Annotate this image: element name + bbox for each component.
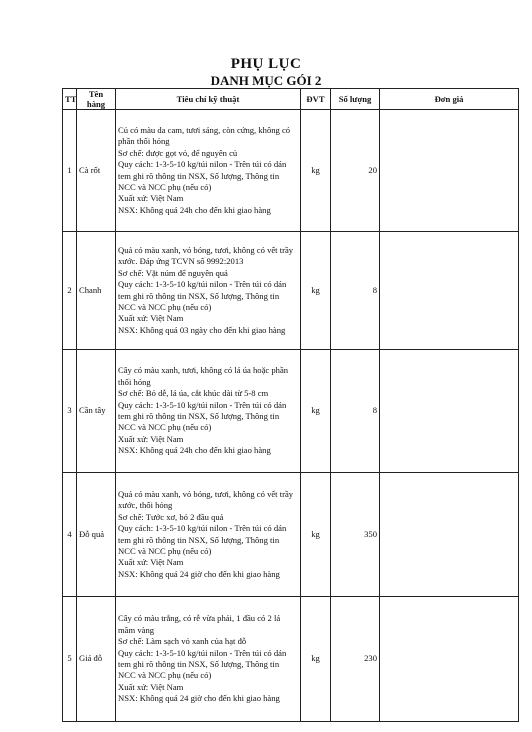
item-name: Chanh (77, 232, 116, 350)
row-number: 4 (63, 473, 77, 597)
goods-table (62, 88, 519, 722)
spec-line: Sơ chế: Bỏ dễ, lá úa, cắt khúc dài từ 5-8 cm (118, 388, 269, 399)
item-spec (116, 110, 301, 232)
row-number: 3 (63, 350, 77, 473)
document-title: PHỤ LỤC (230, 56, 302, 72)
item-spec (116, 350, 301, 473)
item-price (380, 597, 519, 722)
item-quantity: 20 (331, 110, 380, 232)
spec-line: Quy cách: 1-3-5-10 kg/túi nilon - Trên túi có dán tem ghi rõ thông tin NSX, Số lượng, Thông tin NCC và NCC phụ (nếu có) (118, 279, 287, 312)
item-unit: kg (301, 597, 331, 722)
header-price: Đơn giá (380, 89, 519, 110)
spec-line: NSX: Không quá 24h cho đến khi giao hàng (118, 445, 271, 456)
spec-line: NSX: Không quá 24 giờ cho đến khi giao hàng (118, 568, 280, 579)
document-subtitle: DANH MỤC GÓI 2 (210, 73, 322, 88)
item-name: Cà rốt (77, 110, 116, 232)
spec-line: Xuất xứ: Việt Nam (118, 681, 184, 692)
item-price (380, 350, 519, 473)
item-unit: kg (301, 110, 331, 232)
spec-line: Sơ chế: Tước xơ, bỏ 2 đầu quả (118, 511, 224, 522)
item-quantity: 230 (331, 597, 380, 722)
spec-line: Xuất xứ: Việt Nam (118, 557, 184, 568)
item-quantity: 8 (331, 232, 380, 350)
item-spec (116, 473, 301, 597)
spec-line: Củ có màu da cam, tươi sáng, còn cứng, không có phần thối hỏng (118, 124, 291, 147)
spec-line: Quả có màu xanh, vỏ bóng, tươi, không có vết trầy xước. Đáp ứng TCVN số 9992:2013 (118, 244, 294, 267)
item-unit: kg (301, 232, 331, 350)
header-name: Tên hàng (77, 89, 116, 110)
item-quantity: 350 (331, 473, 380, 597)
item-spec (116, 232, 301, 350)
spec-line: Quy cách: 1-3-5-10 kg/túi nilon - Trên túi có dán tem ghi rõ thông tin NSX, Số lượng, Thông tin NCC và NCC phụ (nếu có) (118, 523, 287, 556)
spec-line: NSX: Không quá 24h cho đến khi giao hàng (118, 204, 271, 215)
row-number: 2 (63, 232, 77, 350)
table-header-row (63, 89, 519, 110)
item-price (380, 110, 519, 232)
item-name: Cần tây (77, 350, 116, 473)
item-unit: kg (301, 350, 331, 473)
header-tt: TT (63, 89, 77, 110)
table-row (63, 232, 519, 350)
table-row (63, 110, 519, 232)
spec-line: Cây có màu trắng, có rễ vừa phải, 1 đầu có 2 lá mầm vàng (118, 613, 281, 635)
spec-line: NSX: Không quá 03 ngày cho đến khi giao hàng (118, 324, 286, 335)
spec-line: Cây có màu xanh, tươi, không có lá úa hoặc phần thối hỏng (118, 365, 289, 387)
spec-line: Sơ chế: được gọt vỏ, để nguyên củ (118, 147, 238, 158)
item-price (380, 232, 519, 350)
header-unit: ĐVT (301, 89, 331, 110)
row-number: 1 (63, 110, 77, 232)
spec-line: NSX: Không quá 24 giờ cho đến khi giao hàng (118, 693, 280, 704)
item-spec (116, 597, 301, 722)
table-row (63, 350, 519, 473)
header-qty: Số lượng (331, 89, 380, 110)
table-row (63, 473, 519, 597)
item-price (380, 473, 519, 597)
item-quantity: 8 (331, 350, 380, 473)
spec-line: Sơ chế: Vặt núm để nguyên quả (118, 267, 228, 278)
spec-line: Xuất xứ: Việt Nam (118, 193, 184, 204)
table-row (63, 597, 519, 722)
spec-line: Quy cách: 1-3-5-10 kg/túi nilon - Trên túi có dán tem ghi rõ thông tin NSX, Số lượng, Thông tin NCC và NCC phụ (nếu có) (118, 159, 287, 192)
row-number: 5 (63, 597, 77, 722)
item-unit: kg (301, 473, 331, 597)
header-spec: Tiêu chí kỹ thuật (116, 89, 301, 110)
spec-line: Sơ chế: Làm sạch vỏ xanh của hạt đỗ (118, 636, 247, 647)
spec-line: Quy cách: 1-3-5-10 kg/túi nilon - Trên túi có dán tem ghi rõ thông tin NSX, Số lượng, Thông tin NCC và NCC phụ (nếu có) (118, 647, 287, 681)
item-name: Đỗ quả (77, 473, 116, 597)
spec-line: Xuất xứ: Việt Nam (118, 313, 184, 324)
item-name: Giá đỗ (77, 597, 116, 722)
spec-line: Quy cách: 1-3-5-10 kg/túi nilon - Trên túi có dán tem ghi rõ thông tin NSX, Số lượng, Thông tin NCC và NCC phụ (nếu có) (118, 399, 287, 433)
spec-line: Quả có màu xanh, vỏ bóng, tươi, không có vết trầy xước, thối hỏng (118, 488, 294, 511)
spec-line: Xuất xứ: Việt Nam (118, 433, 184, 444)
